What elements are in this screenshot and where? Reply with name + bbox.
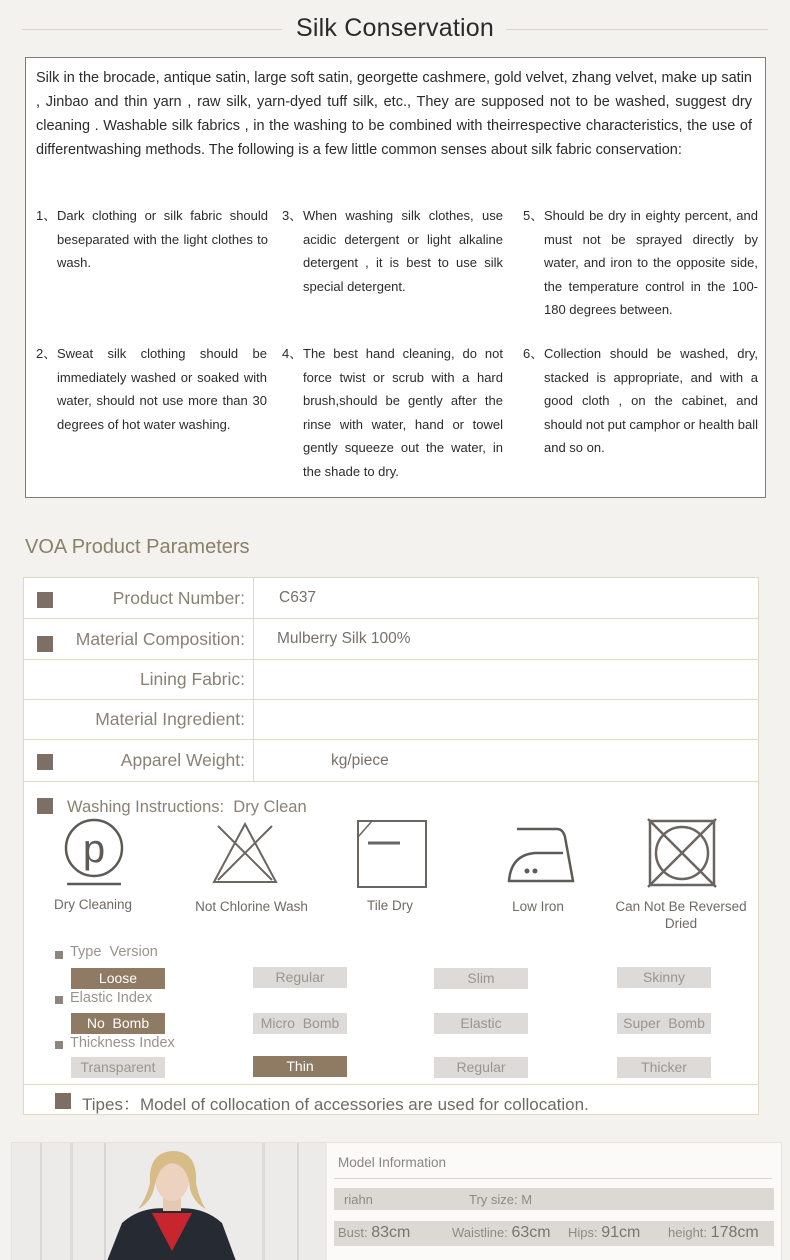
- option-transparent[interactable]: Transparent: [71, 1057, 165, 1078]
- option-micro-bomb[interactable]: Micro Bomb: [253, 1013, 347, 1034]
- silk-conservation-panel: [25, 57, 766, 498]
- option-skinny[interactable]: Skinny: [617, 967, 711, 988]
- tip-text: The best hand cleaning, do not force twist or scrub with a hard brush,should be gently after the rinse with water, hand or towel gently squeeze out the water, in the shade to dry.: [303, 346, 503, 479]
- wash-label-low-iron: Low Iron: [512, 899, 564, 914]
- tip-text: Dark clothing or silk fabric should beseparated with the light clothes to wash.: [57, 208, 268, 270]
- height-label: height:: [668, 1225, 708, 1240]
- param-label: Material Ingredient:: [24, 700, 254, 739]
- param-value: Mulberry Silk 100%: [277, 630, 411, 647]
- height-value: 178cm: [710, 1224, 759, 1241]
- option-no-bomb[interactable]: No Bomb: [71, 1013, 165, 1034]
- param-label: Product Number:: [24, 578, 254, 618]
- model-name: riahn: [344, 1192, 373, 1207]
- bullet-square-icon: [55, 1041, 63, 1049]
- wash-label-no-tumble: Can Not Be Reversed Dried: [615, 899, 747, 931]
- tip-item-1: [36, 204, 268, 270]
- bust-label: Bust:: [338, 1225, 368, 1240]
- no-tumble-dry-icon: [645, 816, 719, 890]
- tip-text: Sweat silk clothing should be immediately washed or soaked with water, should not use more than 30 degrees of hot water washing.: [57, 346, 267, 432]
- param-row-material-composition: [24, 619, 758, 660]
- wash-label-dry-cleaning: Dry Cleaning: [53, 897, 133, 912]
- tip-text: Collection should be washed, dry, stacked is appropriate, and with a good cloth , on the cabinet, and should not put camphor or health ball and so on.: [544, 346, 758, 455]
- washing-instructions: [67, 798, 307, 817]
- tip-number: 6、: [523, 346, 544, 361]
- hips-value: 91cm: [601, 1224, 641, 1241]
- param-row-material-ingredient: [24, 700, 758, 740]
- index-label-thickness: Thickness Index: [70, 1035, 175, 1051]
- param-value: C637: [279, 589, 317, 606]
- waist-label: Waistline:: [452, 1225, 508, 1240]
- washing-value: Dry Clean: [233, 798, 307, 816]
- tip-item-3: [282, 204, 504, 294]
- tip-item-5: [523, 204, 760, 324]
- index-label-elastic: Elastic Index: [70, 990, 153, 1006]
- option-loose[interactable]: Loose: [71, 968, 165, 989]
- divider: [506, 29, 768, 30]
- option-regular-thickness[interactable]: Regular: [434, 1057, 528, 1078]
- tip-item-2: [36, 342, 268, 462]
- model-bust: [338, 1224, 410, 1242]
- params-panel: [23, 577, 759, 1115]
- params-title: VOA Product Parameters: [25, 536, 250, 558]
- tip-number: 2、: [36, 346, 57, 361]
- tip-text: Should be dry in eighty percent, and must not be sprayed directly by water, and iron to the opposite side, the temperature control in the 100-180 degrees between.: [544, 208, 758, 317]
- model-info-panel: [11, 1142, 782, 1260]
- silk-intro-text: Silk in the brocade, antique satin, large soft satin, georgette cashmere, gold velvet, zhang velvet, make up satin , Jinbao and thin yarn , raw silk, yarn-dyed tuff silk, etc., They are supposed not to be washed, suggest dry cleaning . Washable silk fabrics , in the washing to be combined with theirrespective characteristics, the use of differentwashing methods. The following is a few little common senses about silk fabric conservation:: [36, 70, 752, 158]
- no-chlorine-triangle-icon: [210, 820, 280, 886]
- divider: [334, 1178, 772, 1179]
- bullet-square-icon: [55, 951, 63, 959]
- param-row-product-number: [24, 578, 758, 619]
- param-row-lining-fabric: [24, 660, 758, 700]
- collocation-tips: Tipes：Model of collocation of accessories are used for collocation.: [82, 1095, 589, 1114]
- option-regular[interactable]: Regular: [253, 967, 347, 988]
- washing-label: Washing Instructions:: [67, 798, 225, 816]
- tip-number: 5、: [523, 208, 544, 223]
- param-value: kg/piece: [331, 751, 389, 769]
- model-info-title: Model Information: [338, 1155, 447, 1170]
- param-row-apparel-weight: [24, 740, 758, 782]
- option-thin[interactable]: Thin: [253, 1056, 347, 1077]
- hips-label: Hips:: [568, 1225, 598, 1240]
- wash-label-tile-dry: Tile Dry: [367, 898, 413, 913]
- low-iron-icon: [505, 825, 577, 885]
- bullet-square-icon: [55, 996, 63, 1004]
- model-info-bar: [334, 1188, 774, 1210]
- silk-conservation-header: [0, 0, 790, 58]
- try-size-value: M: [521, 1192, 533, 1207]
- option-super-bomb[interactable]: Super Bomb: [617, 1013, 711, 1034]
- model-try-size: [469, 1192, 532, 1207]
- tip-number: 1、: [36, 208, 57, 223]
- tip-item-4: [282, 342, 504, 482]
- svg-text:p: p: [82, 827, 106, 871]
- tip-item-6: [523, 342, 760, 462]
- option-slim[interactable]: Slim: [434, 968, 528, 989]
- bullet-square-icon: [37, 798, 53, 814]
- model-photo-image: [12, 1143, 327, 1260]
- model-photo: [12, 1143, 327, 1260]
- index-label-type-version: Type Version: [70, 944, 158, 960]
- dry-clean-p-icon: [62, 816, 126, 888]
- tip-number: 4、: [282, 346, 303, 361]
- model-height: [668, 1224, 759, 1242]
- try-size-label: Try size:: [469, 1192, 518, 1207]
- tile-dry-icon: [356, 819, 428, 889]
- model-hips: [568, 1224, 640, 1242]
- param-label: Apparel Weight:: [24, 740, 254, 781]
- model-waist: [452, 1224, 551, 1242]
- param-label: Lining Fabric:: [24, 660, 254, 699]
- tip-text: When washing silk clothes, use acidic detergent or light alkaline detergent , it is best to use silk special detergent.: [303, 208, 503, 294]
- option-thicker[interactable]: Thicker: [617, 1057, 711, 1078]
- bust-value: 83cm: [371, 1224, 411, 1241]
- waist-value: 63cm: [511, 1224, 551, 1241]
- divider: [24, 1084, 758, 1085]
- page-title: Silk Conservation: [296, 14, 494, 42]
- bullet-square-icon: [55, 1093, 71, 1109]
- option-elastic[interactable]: Elastic: [434, 1013, 528, 1034]
- param-label: Material Composition:: [24, 619, 254, 659]
- wash-label-not-chlorine: Not Chlorine Wash: [195, 899, 308, 914]
- tip-number: 3、: [282, 208, 303, 223]
